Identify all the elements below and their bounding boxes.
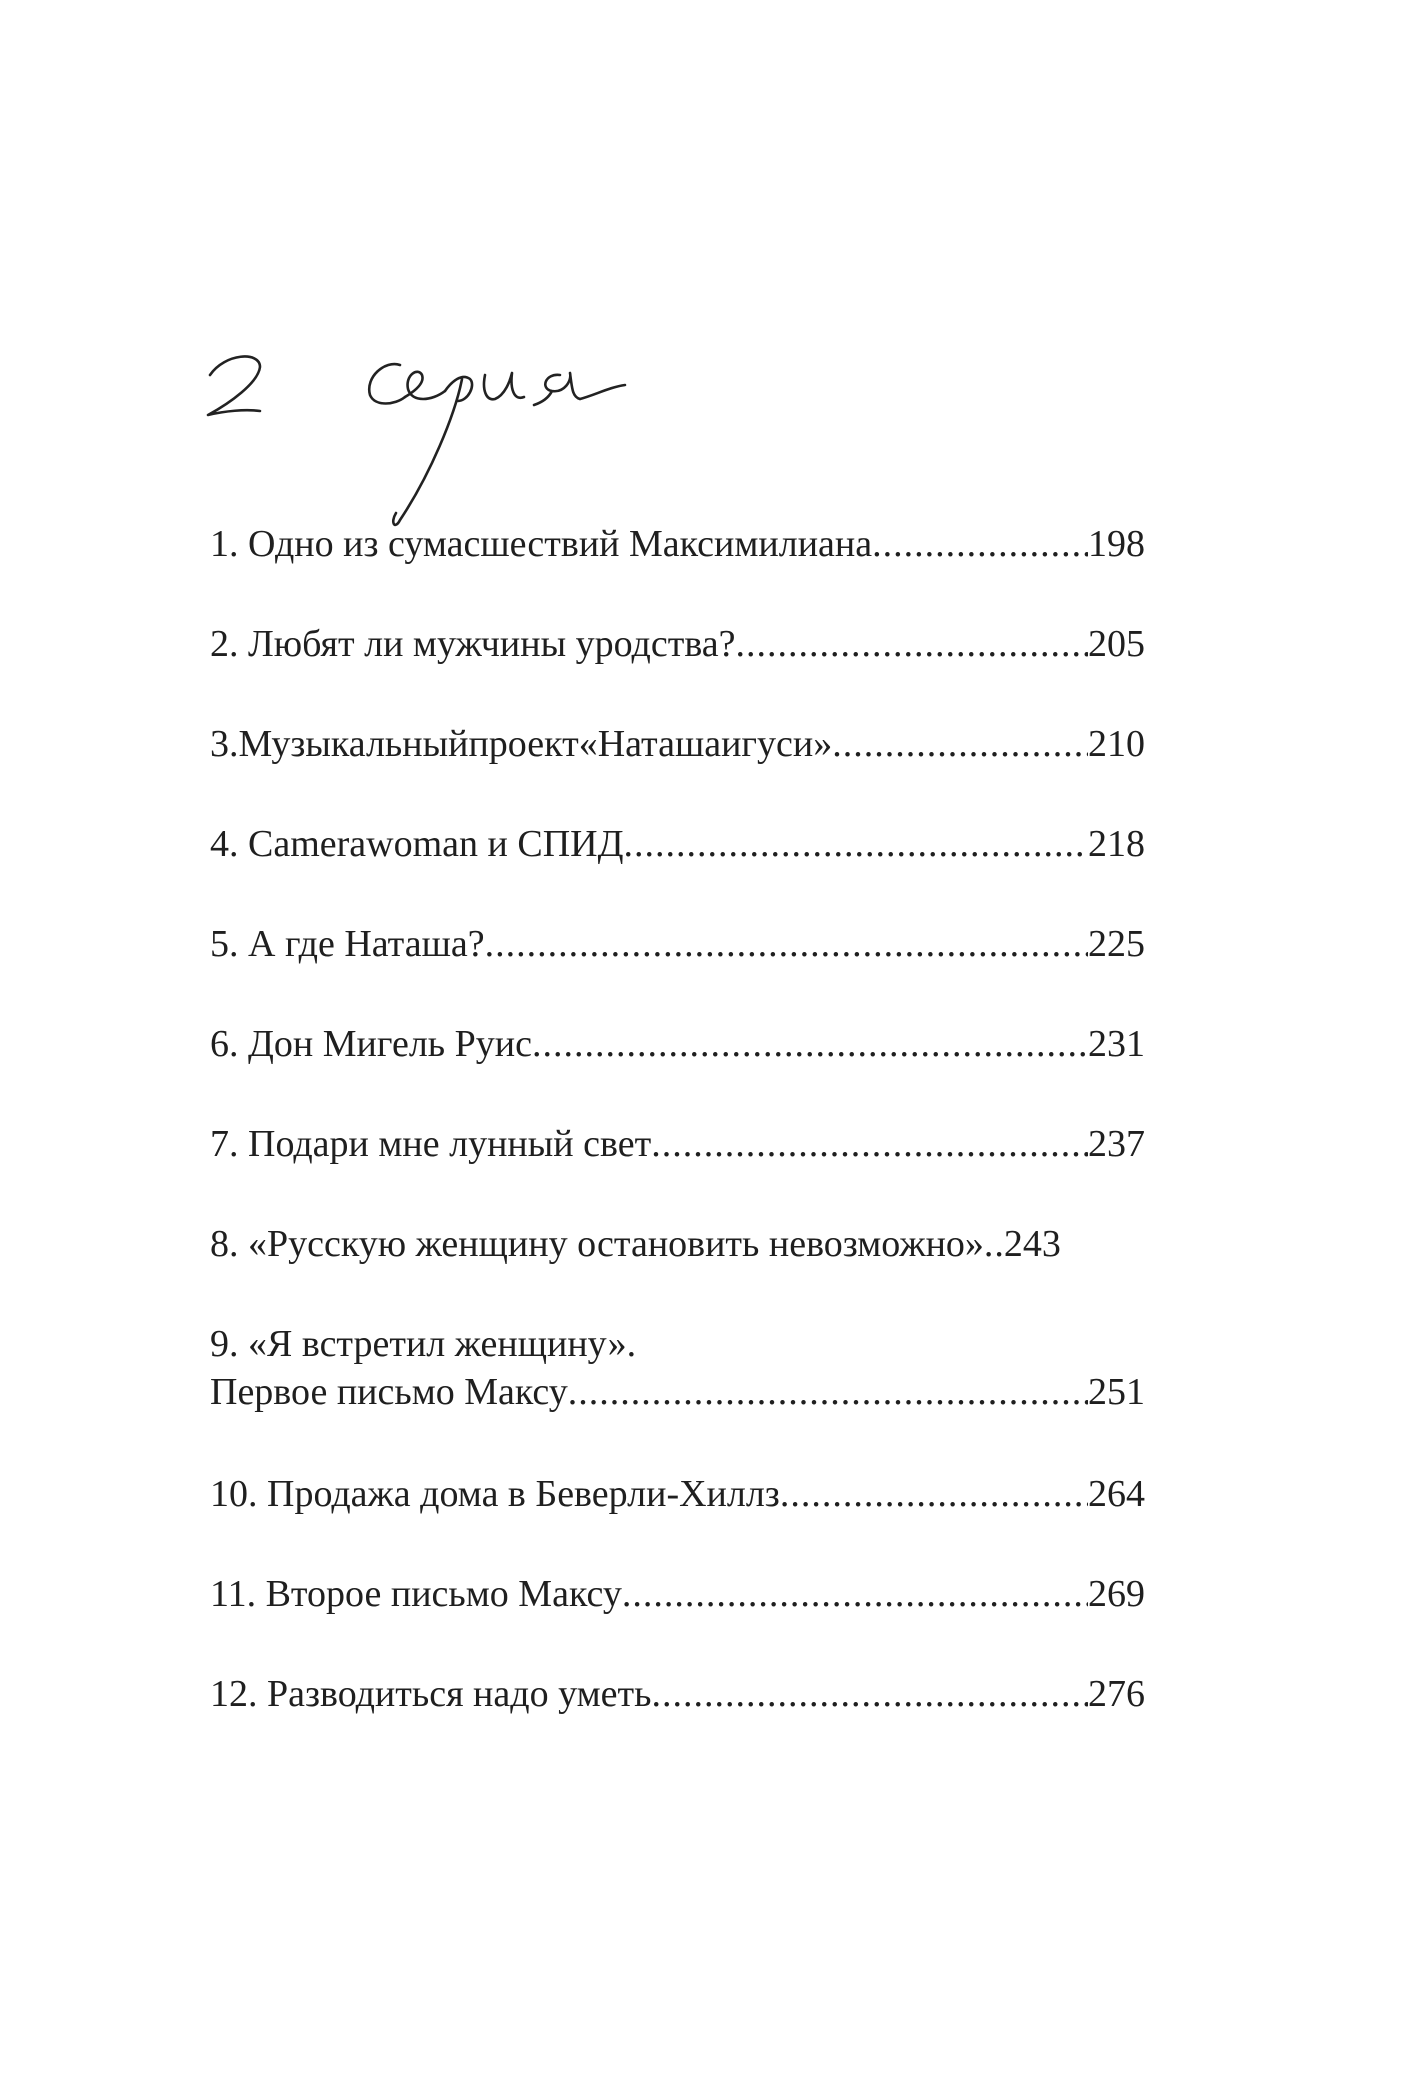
toc-entry-page: 269 — [1088, 1573, 1145, 1615]
toc-leader-dots — [736, 620, 1089, 668]
toc-entry-page: 237 — [1088, 1123, 1145, 1165]
toc-entry-title: 5. А где Наташа? — [210, 923, 485, 965]
toc-entry[interactable] — [210, 1220, 1145, 1268]
toc-entry-title: 11. Второе письмо Максу — [210, 1573, 622, 1615]
toc-entry-page: 198 — [1088, 523, 1145, 565]
toc-entry[interactable] — [210, 1670, 1145, 1718]
toc-entry-page: 264 — [1088, 1473, 1145, 1515]
toc-entry-title: 4. Camerawoman и СПИД — [210, 823, 624, 865]
toc-entry-title: 12. Разводиться надо уметь — [210, 1673, 652, 1715]
toc-entry-title: 10. Продажа дома в Беверли-Хиллз — [210, 1473, 780, 1515]
toc-leader-dots — [622, 1570, 1088, 1618]
toc-entry[interactable] — [210, 920, 1145, 968]
toc-leader-dots — [651, 1120, 1088, 1168]
toc-entry[interactable] — [210, 1020, 1145, 1068]
toc-leader-dots — [780, 1470, 1088, 1518]
toc-entry-page: 251 — [1088, 1371, 1145, 1413]
toc-entry[interactable] — [210, 1320, 1145, 1416]
toc-entry[interactable] — [210, 720, 1145, 768]
toc-leader-dots — [532, 1020, 1088, 1068]
toc-entry-title: 7. Подари мне лунный свет — [210, 1123, 652, 1165]
section-heading-signature — [200, 345, 790, 545]
toc-entry-title: 1. Одно из сумасшествий Максимилиана — [210, 523, 873, 565]
toc-leader-dots — [984, 1220, 1004, 1268]
toc-entry[interactable] — [210, 620, 1145, 668]
toc-entry-page: 231 — [1088, 1023, 1145, 1065]
toc-entry-page: 210 — [1088, 723, 1145, 765]
toc-leader-dots — [485, 920, 1088, 968]
toc-leader-dots — [624, 820, 1088, 868]
toc-leader-dots — [832, 720, 1088, 768]
toc-entry[interactable] — [210, 1570, 1145, 1618]
toc-entry-page: 243 — [1003, 1223, 1061, 1265]
toc-leader-dots — [872, 520, 1088, 568]
toc-entry[interactable] — [210, 1470, 1145, 1518]
toc-entry-title: 6. Дон Мигель Руис — [210, 1023, 532, 1065]
toc-entry[interactable] — [210, 1120, 1145, 1168]
toc-entry-title: 2. Любят ли мужчины уродства? — [210, 623, 736, 665]
toc-entry-title: 3.Музыкальныйпроект«Наташаигуси» — [210, 723, 833, 765]
toc-entry-title: 8. «Русскую женщину остановить невозможно» — [210, 1223, 984, 1265]
toc-entry-page: 218 — [1088, 823, 1145, 865]
toc-entry-page: 276 — [1088, 1673, 1145, 1715]
toc-entry[interactable] — [210, 820, 1145, 868]
toc-leader-dots — [568, 1368, 1088, 1416]
toc-entry-title: Первое письмо Максу — [210, 1371, 568, 1413]
toc-entry[interactable] — [210, 520, 1145, 568]
toc-entry-page: 225 — [1088, 923, 1145, 965]
toc-entry-title-line1: 9. «Я встретил женщину». — [210, 1323, 637, 1365]
handwritten-heading — [200, 345, 790, 545]
toc-entry-page: 205 — [1088, 623, 1145, 665]
toc-leader-dots — [651, 1670, 1088, 1718]
